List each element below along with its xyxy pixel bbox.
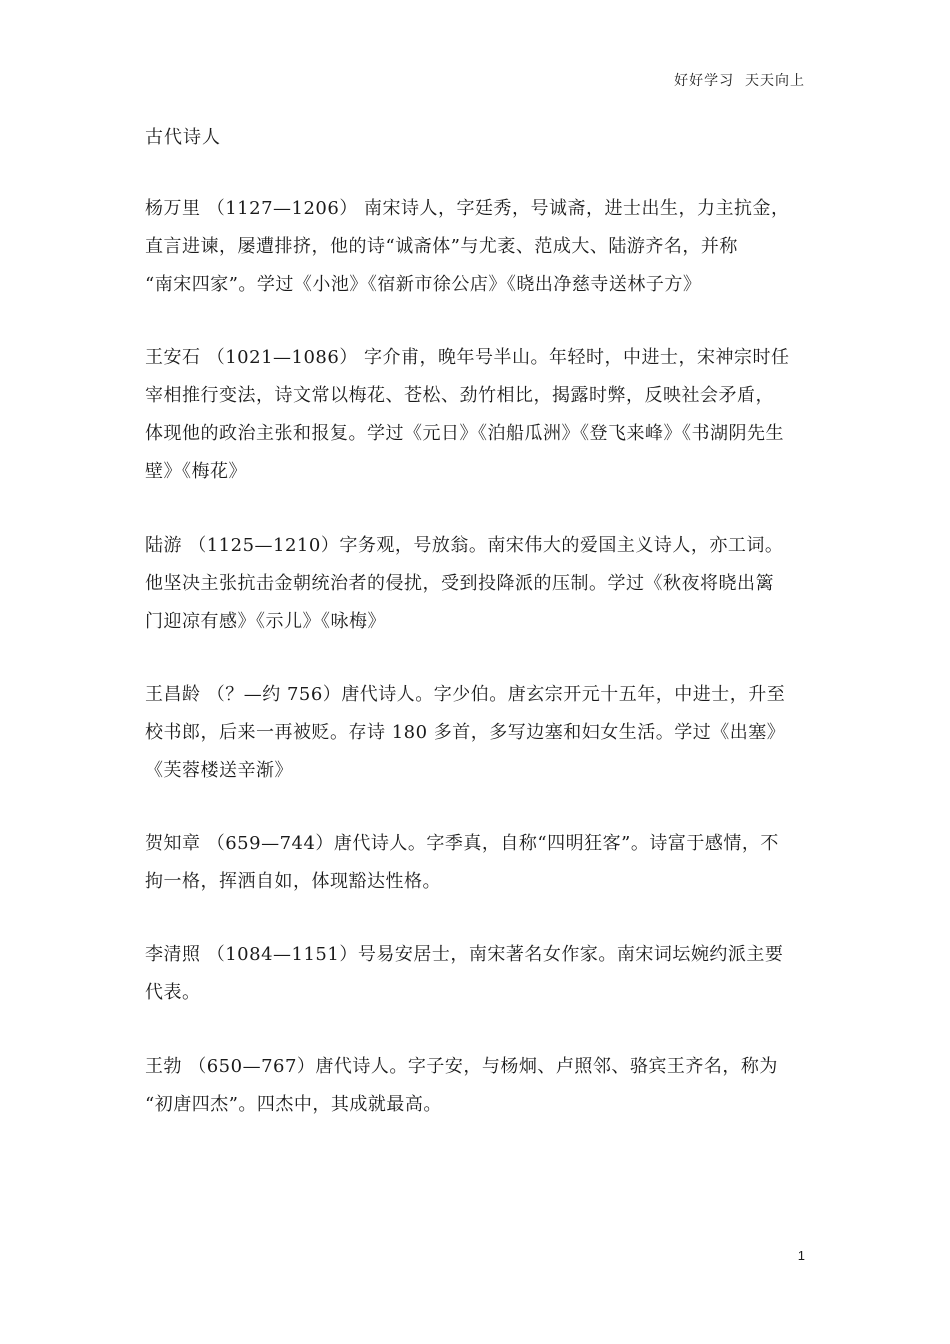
entry-line: 代表。 (145, 982, 201, 1003)
entry-line: 陆游 （1125—1210）字务观，号放翁。南宋伟大的爱国主义诗人，亦工词。 (145, 535, 784, 556)
poet-entry-he-zhizhang (145, 825, 810, 901)
entry-line: 王昌龄 （？—约 756）唐代诗人。字少伯。唐玄宗开元十五年，中进士，升至 (145, 684, 786, 705)
page-header: 好好学习 天天向上 (674, 73, 805, 89)
entry-line: 贺知章 （659—744）唐代诗人。字季真，自称“四明狂客”。诗富于感情，不 (145, 833, 779, 854)
poet-entry-li-qingzhao (145, 936, 810, 1012)
entry-line: 王安石 （1021—1086） 字介甫，晚年号半山。年轻时，中进士，宋神宗时任 (145, 347, 790, 368)
entry-line: 杨万里 （1127—1206） 南宋诗人，字廷秀，号诚斋，进士出生，力主抗金， (145, 198, 790, 219)
entry-line: 体现他的政治主张和报复。学过《元日》《泊船瓜洲》《登飞来峰》《书湖阴先生 (145, 423, 784, 444)
poet-entry-wang-anshi (145, 339, 810, 491)
poet-entry-wang-changling (145, 676, 810, 790)
poet-entry-lu-you (145, 527, 810, 641)
entry-line: “初唐四杰”。四杰中，其成就最高。 (145, 1094, 442, 1115)
poet-entry-yang-wanli (145, 190, 810, 304)
page-number: 1 (797, 1248, 805, 1263)
entry-line: “南宋四家”。学过《小池》《宿新市徐公店》《晓出净慈寺送林子方》 (145, 274, 702, 295)
entry-line: 王勃 （650—767）唐代诗人。字子安，与杨炯、卢照邻、骆宾王齐名，称为 (145, 1056, 778, 1077)
entry-line: 门迎凉有感》《示儿》《咏梅》 (145, 611, 386, 632)
document-title: 古代诗人 (145, 127, 221, 148)
entry-line: 他坚决主张抗击金朝统治者的侵扰，受到投降派的压制。学过《秋夜将晓出篱 (145, 573, 774, 594)
entry-line: 李清照 （1084—1151）号易安居士，南宋著名女作家。南宋词坛婉约派主要 (145, 944, 784, 965)
poet-entry-wang-bo (145, 1048, 810, 1124)
entry-line: 壁》《梅花》 (145, 461, 247, 482)
entry-line: 宰相推行变法，诗文常以梅花、苍松、劲竹相比，揭露时弊，反映社会矛盾， (145, 385, 774, 406)
entry-line: 直言进谏，屡遭排挤，他的诗“诚斋体”与尤袤、范成大、陆游齐名，并称 (145, 236, 738, 257)
entry-line: 《芙蓉楼送辛渐》 (145, 760, 293, 781)
entry-line: 拘一格，挥洒自如，体现豁达性格。 (145, 871, 441, 892)
entry-line: 校书郎，后来一再被贬。存诗 180 多首，多写边塞和妇女生活。学过《出塞》 (145, 722, 786, 743)
